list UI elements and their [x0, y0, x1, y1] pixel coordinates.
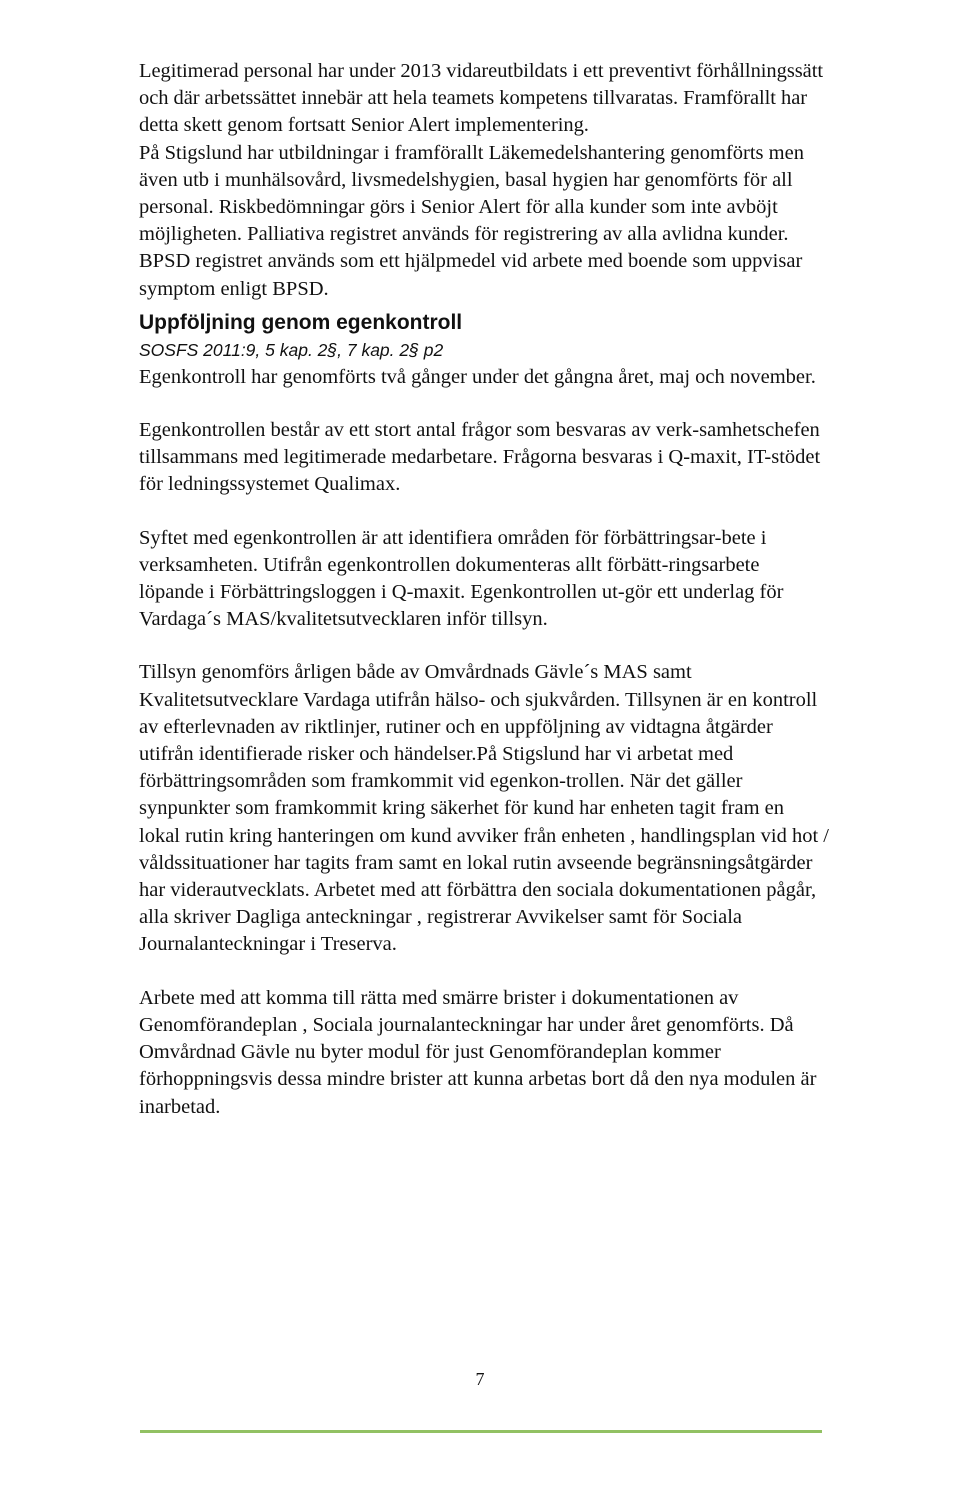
- document-page: [139, 58, 829, 1121]
- egenkontroll-paragraph: Egenkontroll har genomförts två gånger under det gångna året, maj och november.: [139, 365, 816, 388]
- supervision-paragraph: Tillsyn genomförs årligen både av Omvårdnads Gävle´s MAS samt Kvalitetsutvecklare Vardaga utifrån hälso- och sjukvården. Tillsynen är en kontroll av efterlevnaden av riktlinjer, rutiner och en uppföljning av vidtagna åtgärder utifrån identifierade risker och händelser.På Stigslund har vi arbetat med förbättringsområden som framkommit vid egenkon-trollen. När det gäller synpunkter som framkommit kring säkerhet för kund har enheten tagit fram en lokal rutin kring hanteringen om kund avviker från enheten , handlingsplan vid hot / våldssituationer har tagits fram samt en lokal rutin avseende begränsningsåtgärder har viderautvecklats. Arbetet med att förbättra den sociala dokumentationen pågår, alla skriver Dagliga anteckningar , registrerar Avvikelser samt för Sociala Journalanteckningar i Treserva.: [139, 661, 830, 956]
- intro-paragraph: Legitimerad personal har under 2013 vidareutbildats i ett preventivt förhållningssätt och där arbetssättet innebär att hela teamets kompetens tillvaratas. Framförallt har detta skett genom fortsatt Senior Alert implementering.: [139, 60, 824, 137]
- questions-paragraph: Egenkontrollen består av ett stort antal frågor som besvaras av verk-samhetschefen tillsammans med legitimerade medarbetare. Frågorna besvaras i Q-maxit, IT-stödet för ledningssystemet Qualimax.: [139, 419, 821, 496]
- purpose-paragraph: Syftet med egenkontrollen är att identifiera områden för förbättringsar-bete i verksamheten. Utifrån egenkontrollen dokumenteras allt förbätt-ringsarbete löpande i Förbättringsloggen i Q-maxit. Egenkontrollen ut-gör ett underlag för Vardaga´s MAS/kvalitetsutvecklaren inför tillsyn.: [139, 526, 784, 631]
- stigslund-paragraph: På Stigslund har utbildningar i framförallt Läkemedelshantering genomförts men även utb i munhälsovård, livsmedelshygien, basal hygien har genomförts för all personal. Riskbedömningar görs i Senior Alert för alla kunder som inte avböjt möjligheten. Palliativa registret används för registrering av alla avlidna kunder. BPSD registret används som ett hjälpmedel vid arbete med boende som uppvisar symptom enligt BPSD.: [139, 141, 804, 300]
- section-heading: Uppföljning genom egenkontroll: [139, 310, 463, 334]
- documentation-paragraph: Arbete med att komma till rätta med smärre brister i dokumentationen av Genomförandeplan , Sociala journalanteckningar har under året genomförts. Då Omvårdnad Gävle nu byter modul för just Genomförandeplan kommer förhoppningsvis dessa mindre brister att kunna arbetas bort då den nya modulen är inarbetad.: [139, 986, 817, 1118]
- page-number: 7: [475, 1369, 485, 1389]
- section-reference: SOSFS 2011:9, 5 kap. 2§, 7 kap. 2§ p2: [139, 339, 444, 360]
- footer-rule: [140, 1430, 822, 1433]
